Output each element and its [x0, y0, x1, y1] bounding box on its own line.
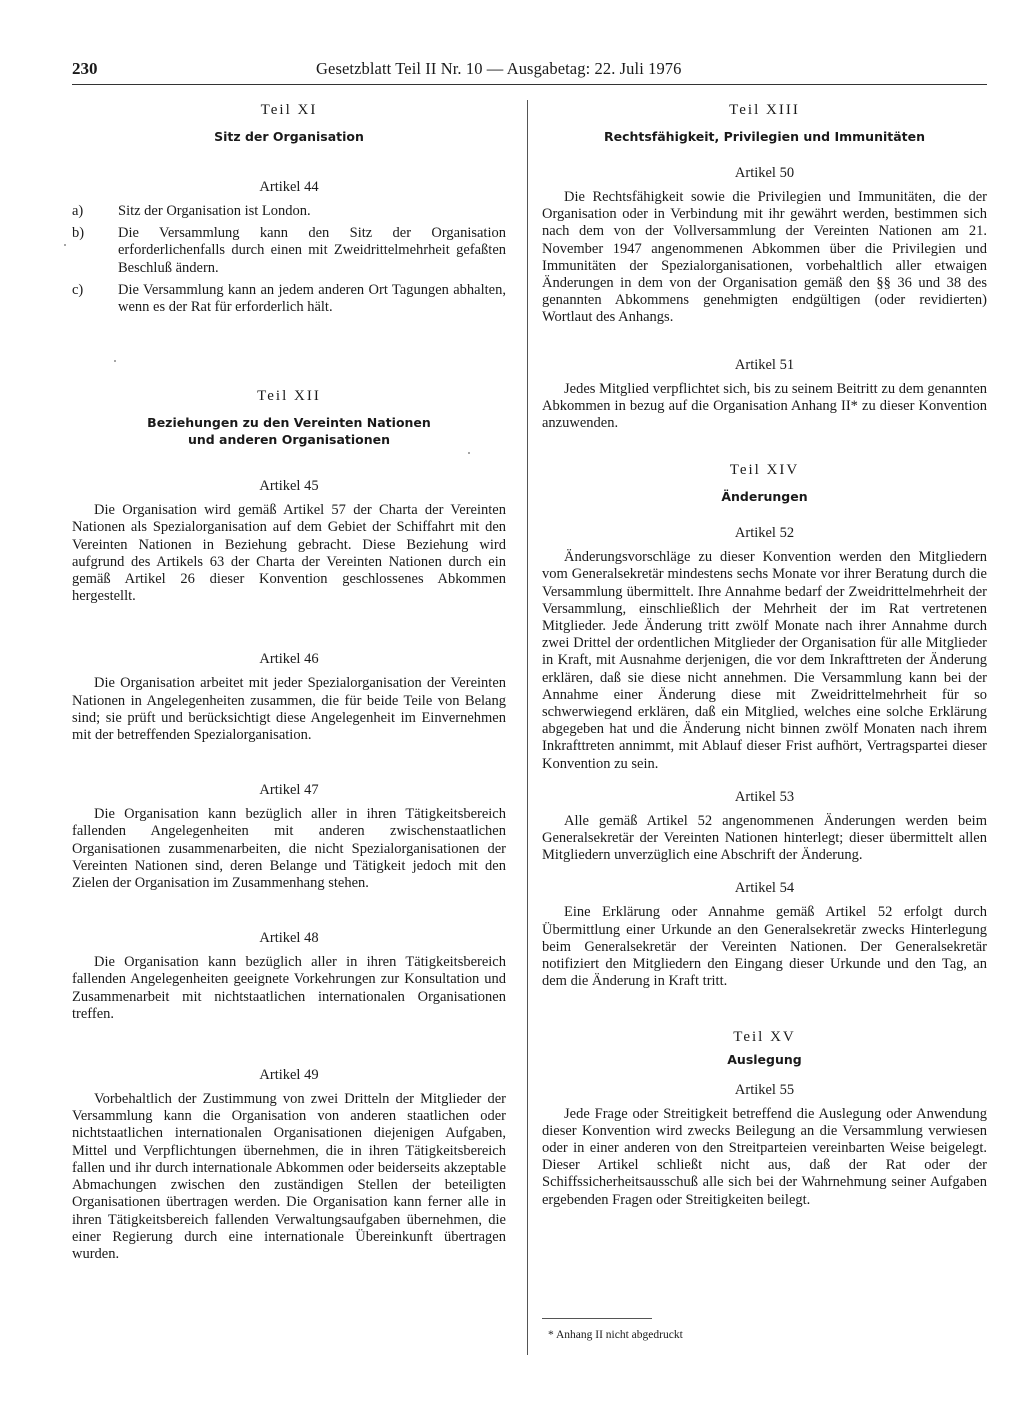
artikel-46-heading: Artikel 46	[259, 651, 319, 668]
scan-speck	[468, 452, 470, 454]
item-a-text: Sitz der Organisation ist London.	[118, 203, 311, 219]
scan-speck	[64, 244, 66, 246]
artikel-51-text: Jedes Mitglied verpflichtet sich, bis zu seinem Beitritt zu dem genannten Abkommen in bezug auf die Organisation Anhang II* zu dieser Konvention anzuwenden.	[542, 380, 987, 432]
teil-xiv-heading: Teil XIV	[729, 462, 800, 479]
scan-speck	[114, 360, 116, 362]
teil-xv-title: Auslegung	[727, 1051, 802, 1067]
item-b-marker: b)	[72, 225, 85, 242]
artikel-44-item-b	[72, 225, 506, 277]
artikel-54-heading: Artikel 54	[734, 880, 795, 897]
teil-xii-title-line-1: Beziehungen zu den Vereinten Nationen	[147, 415, 431, 431]
artikel-44-item-c	[72, 282, 506, 316]
teil-xiii-heading: Teil XIII	[729, 102, 800, 118]
page-number: 230	[72, 59, 98, 78]
artikel-44-heading: Artikel 44	[259, 179, 319, 195]
artikel-45-text: Die Organisation wird gemäß Artikel 57 der Charta der Vereinten Nationen als Spezialorganisation auf dem Gebiet der Schiffahrt mit den Vereinten Nationen in Beziehung gebracht. Diese Beziehung wird aufgrund des Artikels 63 der Charta der Vereinten Nationen durch ein gemäß Artikel 26 dieser Konvention geschlossenes Abkommen hergestellt.	[72, 502, 506, 605]
teil-xiii-title: Rechtsfähigkeit, Privilegien und Immunitäten	[603, 129, 926, 144]
artikel-47-heading: Artikel 47	[259, 782, 319, 799]
teil-xi-heading: Teil XI	[260, 102, 318, 118]
artikel-45-heading: Artikel 45	[259, 478, 319, 495]
right-column	[542, 100, 987, 1209]
artikel-55-text: Jede Frage oder Streitigkeit betreffend die Auslegung oder Anwendung dieser Konvention wird zwecks Beilegung an die Versammlung verwiesen oder in einer anderen von den Streitparteien vereinbarten Weise beigelegt. Dieser Artikel schließt nicht aus, daß der Rat oder der Schiffssicherheitsausschuß alle sich bei der Wahrnehmung seiner Aufgaben ergebenden Fragen oder Streitigkeiten beilegt.	[542, 1105, 987, 1208]
header-rule	[72, 84, 987, 85]
artikel-51-heading: Artikel 51	[734, 356, 795, 373]
artikel-54-text: Eine Erklärung oder Annahme gemäß Artikel 52 erfolgt durch Übermittlung einer Urkunde an den Generalsekretär zwecks Hinterlegung beim Generalsekretär der Vereinten Nationen. Der Generalsekretär notifiziert den Mitgliedern den Eingang dieser Urkunde und den Tag, an dem die Änderung in Kraft tritt.	[542, 904, 987, 990]
teil-xii-title-line-2: und anderen Organisationen	[187, 432, 391, 448]
artikel-50-heading: Artikel 50	[734, 165, 795, 181]
artikel-49-text: Vorbehaltlich der Zustimmung von zwei Dritteln der Mitglieder der Versammlung kann die Organisation von anderen staatlichen oder nichtstaatlichen internationalen Organisationen diejenigen Aufgaben, Mittel und Verpflichtungen übernehmen, die in ihren Tätigkeitsbereich fallen und ihr durch internationale Abkommen oder beiderseits akzeptable Abmachungen zwischen den zuständigen Stellen der beteiligten Organisationen übertragen werden. Die Organisation kann ferner alle in ihren Tätigkeitsbereich fallenden Verwaltungsaufgaben übernehmen, die einer Regierung durch eine internationale Übereinkunft übertragen wurden.	[72, 1091, 506, 1262]
artikel-50-text: Die Rechtsfähigkeit sowie die Privilegien und Immunitäten, die der Organisation oder in Verbindung mit ihr gewährt werden, bestimmen sich nach dem von der Vollversammlung der Vereinten Nationen am 21. November 1947 angenommenen Abkommen über die Privilegien und Immunitäten der Spezialorganisationen, vorbehaltlich aller etwaigen Änderungen in dem von der Organisation gemäß den §§ 36 und 38 des genannten Abkommens genehmigten endgültigen (oder revidierten) Wortlaut des Anhangs.	[542, 189, 987, 326]
teil-xv-heading: Teil XV	[733, 1028, 796, 1045]
footnote-rule	[542, 1318, 652, 1319]
teil-xi-title: Sitz der Organisation	[214, 129, 364, 144]
artikel-52-text: Änderungsvorschläge zu dieser Konvention werden den Mitgliedern vom Generalsekretär mindestens sechs Monate vor ihrer Beratung durch die Versammlung übermittelt. Ihre Annahme bedarf der Zweidrittelmehrheit der Versammlung, einschließlich der Mehrheit der im Rat vertretenen Mitglieder. Jede Änderung tritt zwölf Monate nach ihrer Annahme durch zwei Drittel der ordentlichen Mitglieder der Organisation für alle Mitglieder in Kraft, mit Ausnahme derjenigen, die vor dem Inkrafttreten der Änderung erklären, daß sie diese nicht annehmen. Die Versammlung kann bei der Annahme einer Änderung diese mit Zweidrittelmehrheit für so schwerwiegend erklären, daß ein Mitglied, welches eine solche Erklärung abgegeben hat und die Änderung nicht binnen zwölf Monaten nach ihrem Inkrafttreten annimmt, mit Ablauf dieser Frist aufhört, Vertragspartei dieser Konvention zu sein.	[542, 549, 987, 772]
header-title: Gesetzblatt Teil II Nr. 10 — Ausgabetag: 22. Juli 1976	[316, 59, 682, 78]
left-column	[72, 100, 506, 1263]
page-header	[72, 57, 987, 81]
teil-xii-heading: Teil XII	[257, 388, 321, 405]
item-a-marker: a)	[72, 203, 84, 219]
artikel-53-heading: Artikel 53	[734, 788, 795, 805]
artikel-48-text: Die Organisation kann bezüglich aller in ihren Tätigkeitsbereich fallenden Angelegenheiten geeignete Vorkehrungen zur Konsultation und Zusammenarbeit mit nichtstaatlichen internationalen Organisationen treffen.	[72, 954, 506, 1022]
item-b-text: Die Versammlung kann den Sitz der Organisation erforderlichenfalls durch einen mit Zweidrittelmehrheit gefaßten Beschluß ändern.	[118, 225, 506, 276]
artikel-47-text: Die Organisation kann bezüglich aller in ihren Tätigkeitsbereich fallenden Angelegenheiten mit anderen zwischenstaatlichen Organisationen zusammenarbeiten, die nicht Spezialorganisationen der Vereinten Nationen sind, deren Belange und Tätigkeit jedoch mit den Zielen der Organisation im Zusammenhang stehen.	[72, 806, 506, 892]
artikel-49-heading: Artikel 49	[259, 1067, 319, 1084]
item-c-text: Die Versammlung kann an jedem anderen Ort Tagungen abhalten, wenn es der Rat für erforderlich hält.	[118, 281, 506, 316]
artikel-48-heading: Artikel 48	[259, 930, 319, 947]
artikel-46-text: Die Organisation arbeitet mit jeder Spezialorganisation der Vereinten Nationen in Angelegenheiten zusammen, die für beide Teile von Belang sind; sie prüft und berücksichtigt diese Angelegenheit im Einvernehmen mit der betreffenden Spezialorganisation.	[72, 675, 506, 744]
artikel-44-list	[72, 203, 506, 316]
artikel-53-text: Alle gemäß Artikel 52 angenommenen Änderungen werden beim Generalsekretär der Vereinten Nationen hinterlegt; dieser übermittelt allen Mitgliedern unverzüglich eine Abschrift der Änderung.	[542, 812, 987, 864]
item-c-marker: c)	[72, 281, 84, 298]
column-divider	[527, 100, 528, 1355]
artikel-44-item-a	[72, 203, 506, 220]
artikel-52-heading: Artikel 52	[734, 525, 795, 542]
artikel-55-heading: Artikel 55	[734, 1081, 795, 1098]
footnote: * Anhang II nicht abgedruckt	[548, 1329, 683, 1341]
teil-xiv-title: Änderungen	[721, 489, 808, 505]
